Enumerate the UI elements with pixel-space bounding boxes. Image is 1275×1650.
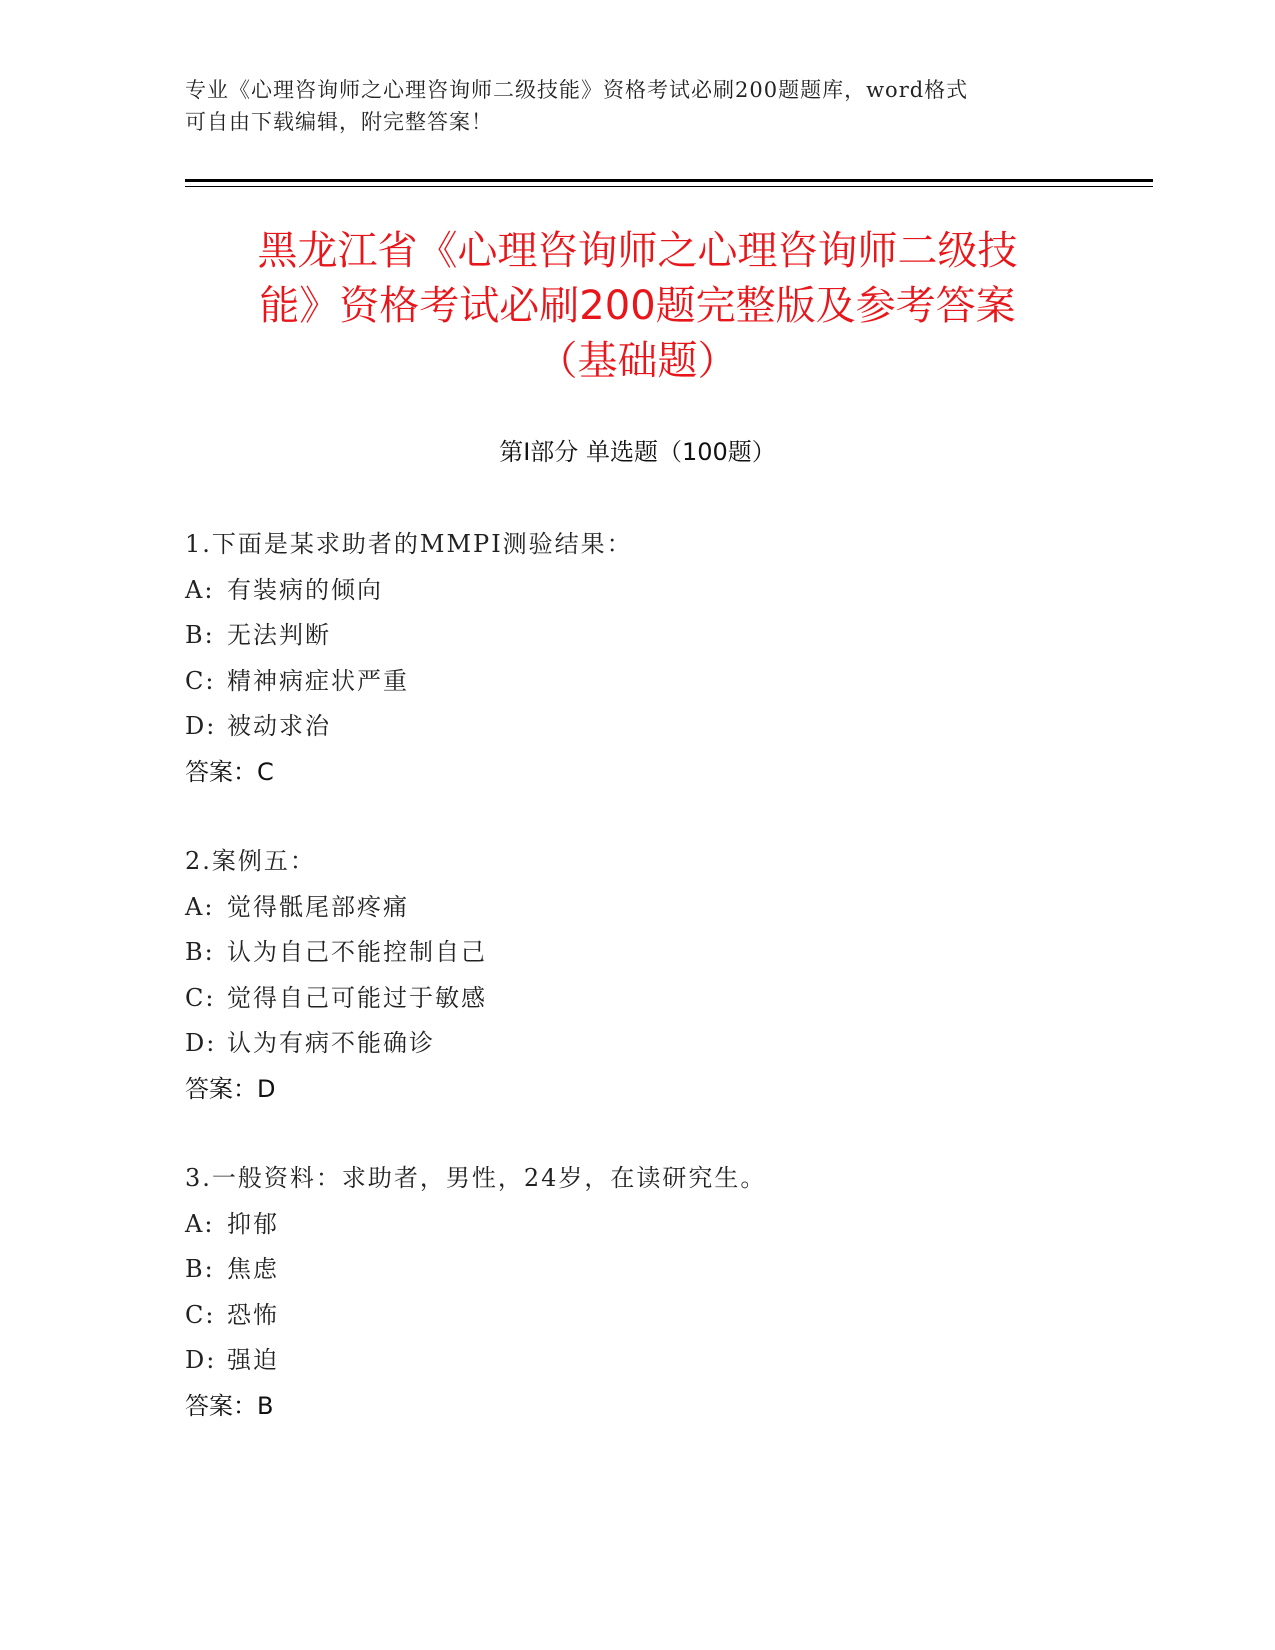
option-text: 焦虑 [227,1255,279,1283]
header-rule-thin [185,186,1153,187]
option-letter: A: [185,575,215,604]
document-title [150,224,1125,389]
option-a [185,568,1085,614]
question-item [185,1156,1085,1429]
option-d [185,1338,1085,1384]
answer-line: 答案：D [185,1074,276,1103]
question-stem: 3.一般资料：求助者，男性，24岁，在读研究生。 [185,1164,767,1192]
option-a [185,885,1085,931]
option-text: 被动求治 [227,712,331,740]
title-line-1: 黑龙江省《心理咨询师之心理咨询师二级技 [257,228,1018,274]
header-rule-thick [185,179,1153,182]
option-text: 觉得自己可能过于敏感 [227,983,487,1012]
option-letter: A: [185,1209,215,1238]
option-text: 有装病的倾向 [227,575,383,604]
option-b [185,613,1085,659]
option-letter: B: [185,938,215,966]
option-letter: C: [185,983,216,1012]
option-letter: B: [185,1255,215,1283]
question-item [185,522,1085,795]
title-line-3: （基础题） [537,338,738,384]
option-text: 强迫 [227,1346,279,1374]
option-text: 无法判断 [227,621,331,649]
answer-line: 答案：C [185,757,274,786]
option-b [185,930,1085,976]
option-b [185,1247,1085,1293]
option-text: 精神病症状严重 [227,666,409,695]
header-note-line-2: 可自由下载编辑，附完整答案！ [185,110,493,134]
option-d [185,1021,1085,1067]
option-letter: C: [185,666,216,695]
section-heading: 第Ⅰ部分 单选题（100题） [499,438,776,466]
option-text: 认为有病不能确诊 [227,1029,435,1057]
header-note-line-1: 专业《心理咨询师之心理咨询师二级技能》资格考试必刷200题题库，word格式 [185,78,969,102]
option-letter: B: [185,621,215,649]
option-letter: D: [185,1346,217,1374]
option-c [185,976,1085,1022]
option-c [185,1293,1085,1339]
option-text: 抑郁 [227,1209,279,1238]
question-item [185,839,1085,1112]
option-text: 恐怖 [227,1300,279,1329]
option-letter: D: [185,712,217,740]
option-letter: C: [185,1300,216,1329]
title-line-2: 能》资格考试必刷200题完整版及参考答案 [259,283,1016,329]
option-text: 认为自己不能控制自己 [227,938,487,966]
option-d [185,704,1085,750]
option-letter: A: [185,892,215,921]
option-c [185,659,1085,705]
option-text: 觉得骶尾部疼痛 [227,892,409,921]
question-list [185,522,1085,1473]
question-stem: 2.案例五： [185,847,316,875]
answer-line: 答案：B [185,1391,274,1420]
option-letter: D: [185,1029,217,1057]
question-stem: 1.下面是某求助者的MMPI测验结果： [185,530,633,558]
header-note [185,74,1065,138]
option-a [185,1202,1085,1248]
